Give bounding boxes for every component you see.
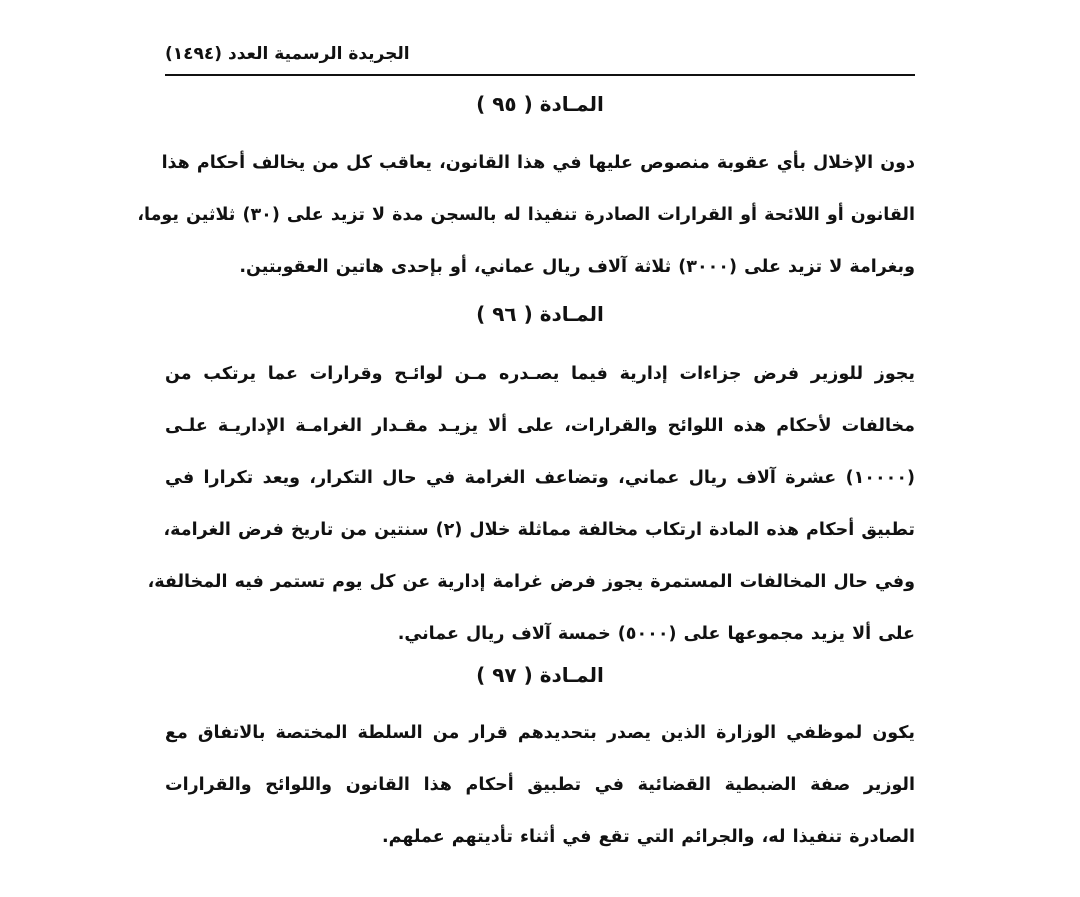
gazette-page <box>137 0 915 897</box>
article-96-line-4: تطبيق أحكام هذه المادة ارتكاب مخالفة مماثلة خلال (٢) سنتين من تاريخ فرض الغرامة، <box>163 520 915 540</box>
article-95-text <box>137 137 915 293</box>
article-96-heading: المـادة ( ٩٦ ) <box>476 302 604 326</box>
article-97-heading: المـادة ( ٩٧ ) <box>476 663 604 687</box>
article-96-line-1: يجوز للوزير فرض جزاءات إدارية فيما يصـدره مـن لوائـح وقرارات عما يرتكب من <box>165 364 915 384</box>
article-95-heading: المـادة ( ٩٥ ) <box>476 92 604 116</box>
header-rule <box>165 74 915 76</box>
article-96-text <box>147 348 915 660</box>
article-95-line-2: القانون أو اللائحة أو القرارات الصادرة تنفيذا له بالسجن مدة لا تزيد على (٣٠) ثلاثين يوما، <box>137 205 915 225</box>
article-96-line-3: (١٠٠٠٠) عشرة آلاف ريال عماني، وتضاعف الغرامة في حال التكرار، ويعد تكرارا في <box>165 468 915 488</box>
article-97-line-1: يكون لموظفي الوزارة الذين يصدر بتحديدهم قرار من السلطة المختصة بالاتفاق مع <box>165 723 915 743</box>
running-header-title: الجريدة الرسمية العدد (١٤٩٤) <box>165 44 410 64</box>
article-96-line-6: على ألا يزيد مجموعها على (٥٠٠٠) خمسة آلاف ريال عماني. <box>397 624 915 644</box>
article-97-line-2: الوزير صفة الضبطية القضائية في تطبيق أحكام هذا القانون واللوائح والقرارات <box>165 775 915 795</box>
article-97-text <box>165 707 915 863</box>
article-96-line-2: مخالفات لأحكام هذه اللوائح والقرارات، على ألا يزيـد مقـدار الغرامـة الإداريـة علـى <box>165 416 915 436</box>
article-96-line-5: وفي حال المخالفات المستمرة يجوز فرض غرامة إدارية عن كل يوم تستمر فيه المخالفة، <box>147 572 915 592</box>
article-95-line-3: وبغرامة لا تزيد على (٣٠٠٠) ثلاثة آلاف ريال عماني، أو بإحدى هاتين العقوبتين. <box>239 257 915 277</box>
article-95-line-1: دون الإخلال بأي عقوبة منصوص عليها في هذا القانون، يعاقب كل من يخالف أحكام هذا <box>161 153 915 173</box>
article-97-line-3: الصادرة تنفيذا له، والجرائم التي تقع في أثناء تأديتهم عملهم. <box>381 827 915 847</box>
